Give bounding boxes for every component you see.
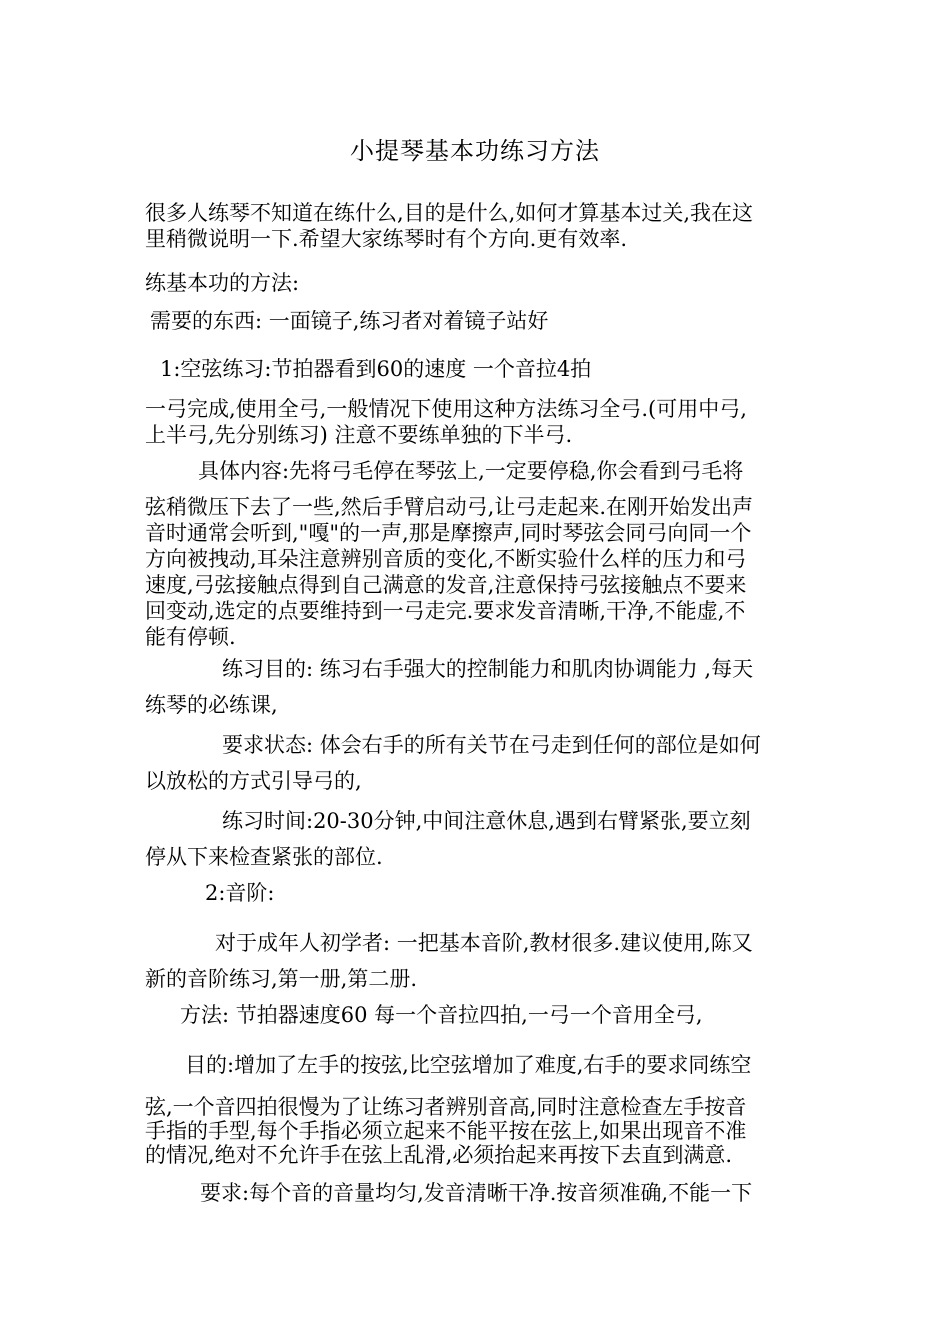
goal-line-1: 目的:增加了左手的按弦,比空弦增加了难度,右手的要求同练空 [185, 1053, 752, 1077]
goal-line-3: 手指的手型,每个手指必须立起来不能平按在弦上,如果出现音不准 [145, 1119, 747, 1143]
goal-line-4: 的情况,绝对不允许手在弦上乱滑,必须抬起来再按下去直到满意. [145, 1143, 733, 1167]
time-line-1: 练习时间:20-30分钟,中间注意休息,遇到右臂紧张,要立刻 [222, 809, 751, 833]
content-line-5: 速度,弓弦接触点得到自己满意的发音,注意保持弓弦接触点不要来 [145, 573, 747, 597]
content-line-1: 具体内容:先将弓毛停在琴弦上,一定要停稳,你会看到弓毛将 [198, 459, 744, 483]
content-line-6: 回变动,选定的点要维持到一弓走完.要求发音清晰,干净,不能虚,不 [145, 599, 746, 623]
scales-heading: 2:音阶: [205, 881, 275, 905]
document-title: 小提琴基本功练习方法 [350, 137, 600, 165]
beginner-line-1: 对于成年人初学者: 一把基本音阶,教材很多.建议使用,陈又 [215, 931, 753, 955]
content-line-3: 音时通常会听到,"嘎"的一声,那是摩擦声,同时琴弦会同弓向同一个 [145, 521, 752, 545]
open-string-heading: 1:空弦练习:节拍器看到60的速度 一个音拉4拍 [160, 357, 592, 381]
purpose-line-1: 练习目的: 练习右手强大的控制能力和肌肉协调能力 ,每天 [222, 657, 754, 681]
purpose-line-2: 练琴的必练课, [145, 693, 278, 717]
intro-line-2: 里稍微说明一下.希望大家练琴时有个方向.更有效率. [145, 227, 628, 251]
content-line-2: 弦稍微压下去了一些,然后手臂启动弓,让弓走起来.在刚开始发出声 [145, 495, 754, 519]
open-string-line-2: 上半弓,先分别练习) 注意不要练单独的下半弓. [145, 423, 573, 447]
state-line-2: 以放松的方式引导弓的, [145, 769, 362, 793]
intro-line-1: 很多人练琴不知道在练什么,目的是什么,如何才算基本过关,我在这 [145, 201, 754, 225]
requirements-line: 需要的东西: 一面镜子,练习者对着镜子站好 [150, 309, 549, 333]
beginner-line-2: 新的音阶练习,第一册,第二册. [145, 967, 418, 991]
section-heading: 练基本功的方法: [145, 271, 300, 295]
content-line-4: 方向被拽动,耳朵注意辨别音质的变化,不断实验什么样的压力和弓 [145, 547, 747, 571]
time-line-2: 停从下来检查紧张的部位. [145, 845, 383, 869]
state-line-1: 要求状态: 体会右手的所有关节在弓走到任何的部位是如何 [222, 733, 761, 757]
requirement-line: 要求:每个音的音量均匀,发音清晰干净.按音须准确,不能一下 [200, 1181, 753, 1205]
open-string-line-1: 一弓完成,使用全弓,一般情况下使用这种方法练习全弓.(可用中弓, [145, 397, 747, 421]
method-line: 方法: 节拍器速度60 每一个音拉四拍,一弓一个音用全弓, [180, 1003, 703, 1027]
content-line-7: 能有停顿. [145, 625, 236, 649]
goal-line-2: 弦,一个音四拍很慢为了让练习者辨别音高,同时注意检查左手按音 [145, 1095, 747, 1119]
